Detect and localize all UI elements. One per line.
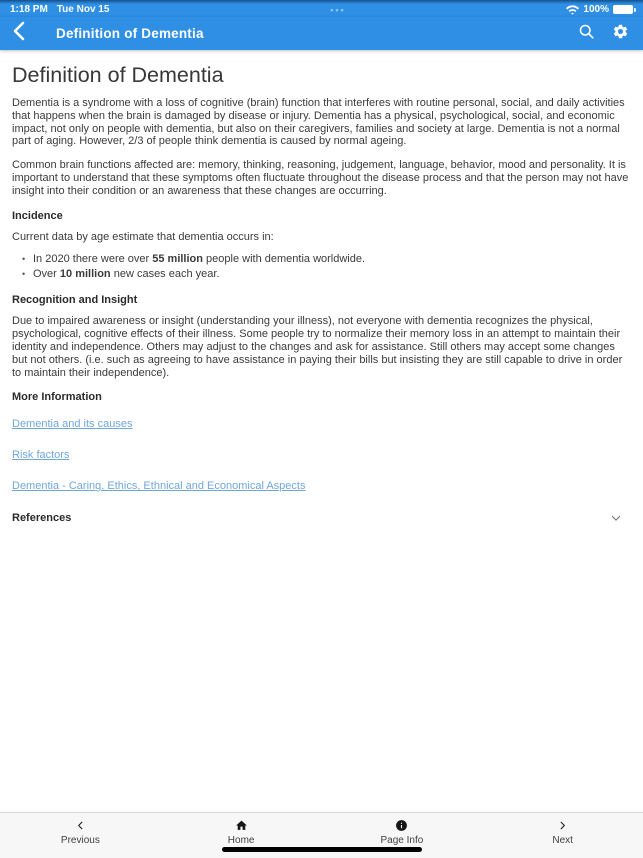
link-dementia-caring-ethics[interactable]: Dementia - Caring, Ethics, Ethnical and Economical Aspects xyxy=(12,480,306,493)
page-info-button[interactable] xyxy=(322,813,483,846)
tab-label: Next xyxy=(552,835,573,846)
link-risk-factors[interactable]: Risk factors xyxy=(12,449,70,462)
incidence-heading: Incidence xyxy=(12,209,63,222)
gear-icon xyxy=(612,23,629,45)
tab-label: Page Info xyxy=(380,835,424,846)
status-date: Tue Nov 15 xyxy=(56,4,110,15)
multitasking-dots-icon: ••• xyxy=(330,4,346,15)
page-heading: Definition of Dementia xyxy=(12,63,224,87)
tab-label: Previous xyxy=(60,835,100,846)
references-accordion[interactable] xyxy=(12,511,631,525)
chevron-right-icon xyxy=(557,819,568,832)
wifi-icon xyxy=(566,5,579,15)
bullet-text: new cases each year. xyxy=(110,268,220,281)
status-bar xyxy=(0,0,643,17)
link-dementia-causes[interactable]: Dementia and its causes xyxy=(12,418,133,431)
previous-button[interactable] xyxy=(0,813,161,846)
bullet-text: Over xyxy=(33,268,60,281)
tab-label: Home xyxy=(227,835,255,846)
definition-paragraph: Dementia is a syndrome with a loss of cognitive (brain) function that interferes with routine personal, social, and daily activities that happens when the brain is damaged by disease or injury. Dementia has a physical, psychological, social, and economic impact, not only on people with dementia, but also on their caregivers, families and society at large. Dementia is not a normal part of aging. However, 2/3 of people think dementia is caused by normal ageing. xyxy=(12,97,625,148)
navigation-bar xyxy=(0,17,643,50)
chevron-left-icon xyxy=(12,21,25,46)
incidence-intro: Current data by age estimate that dementia occurs in: xyxy=(12,230,274,243)
home-button[interactable] xyxy=(161,813,322,846)
battery-percent: 100% xyxy=(583,4,609,15)
settings-button[interactable] xyxy=(609,23,631,45)
home-icon xyxy=(235,819,248,832)
info-icon xyxy=(395,819,408,832)
back-button[interactable] xyxy=(12,23,34,45)
battery-icon xyxy=(613,5,633,14)
search-button[interactable] xyxy=(575,23,597,45)
bullet-text: In 2020 there were over xyxy=(33,253,153,266)
bullet-bold-text: 10 million xyxy=(59,268,111,281)
more-information-heading: More Information xyxy=(12,391,102,404)
list-item xyxy=(22,267,631,282)
chevron-left-icon xyxy=(75,819,86,832)
next-button[interactable] xyxy=(482,813,643,846)
status-time: 1:18 PM xyxy=(10,4,48,15)
chevron-down-icon xyxy=(609,511,623,525)
bullet-bold-text: 55 million xyxy=(152,253,203,266)
brain-functions-paragraph: Common brain functions affected are: memory, thinking, reasoning, judgement, language, behavior, mood and personality. It is important to understand that these symptoms often fluctuate throughout the disease process and that the person may not have insight into their condition or an awareness that these changes are occurring. xyxy=(12,159,629,197)
page-title-navbar: Definition of Dementia xyxy=(56,26,204,41)
search-icon xyxy=(578,23,595,45)
main-content xyxy=(0,50,643,812)
bottom-toolbar xyxy=(0,812,643,858)
recognition-paragraph: Due to impaired awareness or insight (understanding your illness), not everyone with dementia recognizes the physical, psychological, cognitive effects of their illness. Some people try to normalize their memory loss in an attempt to maintain their identity and independence. Others may adjust to the changes and ask for assistance. Still others may accept some changes but not others. (i.e. such as agreeing to have assistance in paying their bills but insisting they are still capable to drive in order to maintain their independence). xyxy=(12,315,623,379)
bullet-text: people with dementia worldwide. xyxy=(203,253,366,266)
home-indicator-handle[interactable] xyxy=(222,847,422,852)
references-heading: References xyxy=(12,511,72,524)
incidence-bullet-list xyxy=(22,252,631,282)
recognition-heading: Recognition and Insight xyxy=(12,294,138,307)
list-item xyxy=(22,252,631,267)
